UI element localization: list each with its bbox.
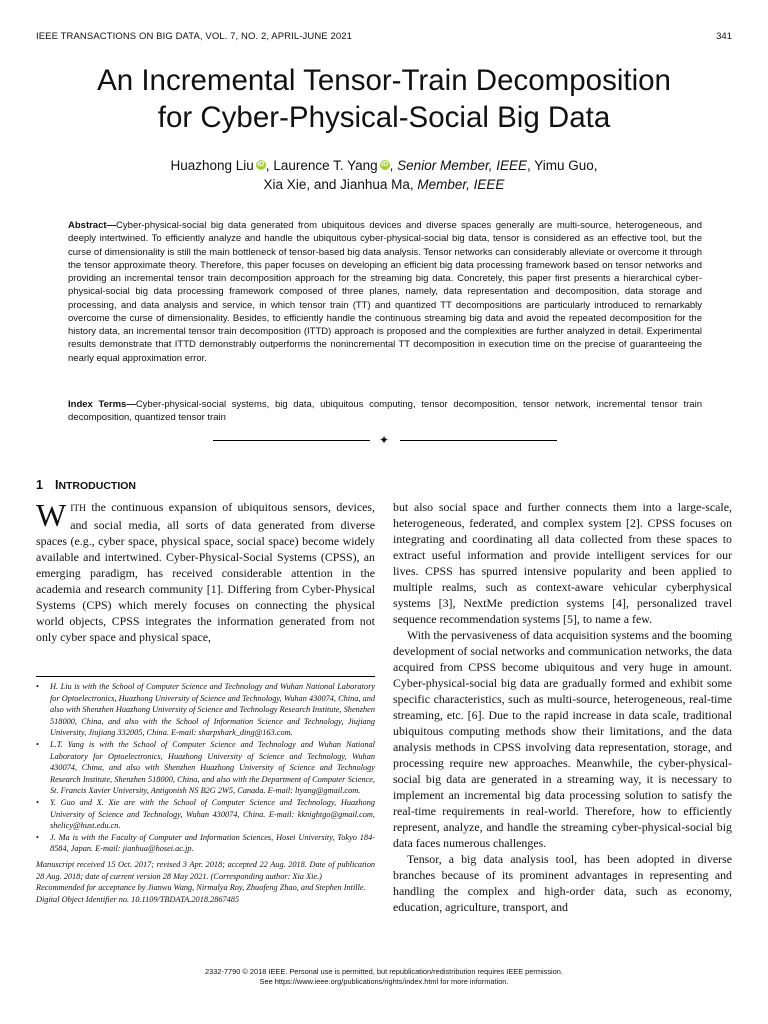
author-list (36, 156, 732, 194)
abstract-label: Abstract (68, 220, 107, 231)
right-column (393, 499, 732, 915)
section-title-rest: NTRODUCTION (58, 480, 137, 492)
affiliation-text: J. Ma is with the Faculty of Computer and Information Sciences, Hosei University, Tokyo 184-8584, Japan. E-mail: jianhua@hosei.ac.jp. (50, 832, 375, 854)
author-separator: , (389, 158, 398, 173)
author-name: Laurence T. Yang (273, 158, 378, 173)
manuscript-dates: Manuscript received 15 Oct. 2017; revised 3 Apr. 2018; accepted 22 Aug. 2018. Date of publication 28 Aug. 2018; date of current version 28 May 2021. (Corresponding author: Xia Xie.) (36, 859, 375, 881)
affiliation-list (36, 681, 375, 855)
affiliation-item (36, 832, 375, 855)
left-column (36, 499, 375, 645)
index-terms-text: Cyber-physical-social systems, big data, ubiquitous computing, tensor decomposition, tensor network, incremental tensor train decomposition, quantized tensor train (68, 399, 702, 424)
affiliation-item (36, 681, 375, 739)
divider-line (400, 440, 557, 441)
author-separator: , (265, 158, 274, 173)
affiliation-item (36, 797, 375, 832)
bullet-icon: • (36, 832, 39, 842)
bullet-icon: • (36, 682, 39, 691)
section-heading (36, 478, 136, 492)
title-line-1: An Incremental Tensor-Train Decomposition (97, 64, 671, 97)
drop-cap: W (36, 497, 67, 533)
affiliation-text: L.T. Yang is with the School of Computer Science and Technology and Wuhan National Laboratory for Optoelectronics, Huazhong University of Science and Technology, Wuhan 430074, China, and also with Shenzhen Huazhong University of Science and Technology Research Institute, Shenzhen 518000, China, and also with the Department of Computer Science, St. Francis Xavier University, Antigonish NS B2G 2W5, Canada. E-mail: ltyang@gmail.com. (50, 739, 375, 796)
copyright-line: 2332-7790 © 2018 IEEE. Personal use is permitted, but republication/redistribution requires IEEE permission. (205, 967, 563, 976)
author-membership: Senior Member, IEEE (397, 158, 527, 173)
affiliation-text: Y. Guo and X. Xie are with the School of Computer Science and Technology, Huazhong University of Science and Technology, Wuhan 430074, China. E-mail: kknightgo@gmail.com, shelicy@hust.edu.cn. (50, 797, 375, 831)
authors-line-2 (36, 175, 732, 194)
author-name: , Yimu Guo, (526, 158, 598, 173)
index-terms-dash: — (126, 399, 136, 410)
author-name: Xia Xie, and Jianhua Ma, (263, 177, 418, 192)
affiliation-item (36, 739, 375, 797)
body-paragraph: but also social space and further connects them into a large-scale, heterogeneous, federated, and complex system [2]. CPSS focuses on integrating and coordinating all data collected from these spaces to extract useful information and provide intelligent services for our lives. CPSS has spurred intensive popularity and been applied to multiple realms, such as context-aware vehicular cyberphysical systems [3], NextMe prediction systems [4], personalized travel sequence recommendation systems [5], to name a few. (393, 500, 732, 626)
journal-header: IEEE TRANSACTIONS ON BIG DATA, VOL. 7, NO. 2, APRIL-JUNE 2021 (36, 31, 352, 42)
section-number: 1 (36, 478, 43, 492)
bullet-icon: • (36, 739, 39, 749)
divider-line (213, 440, 370, 441)
title-line-2: for Cyber-Physical-Social Big Data (157, 101, 611, 134)
section-divider (213, 433, 557, 447)
orcid-icon[interactable]: iD (381, 161, 389, 168)
diamond-icon: ✦ (379, 433, 390, 447)
body-paragraph: With the pervasiveness of data acquisition systems and the booming development of social networks and communication networks, the data acquired from CPSS become ubiquitous and very huge in amount. Cyber-physical-social big data are gradually formed and exhibit some specific characteristics, such as multi-source, heterogeneous, real-time streaming, etc. [6]. Due to the rapid increase in data scale, traditional ubiquitous computing methods show their limitations, and the data analysis methods in CPSS involving data representation, storage, and processing require new approaches. Meanwhile, the cyber-physical-social big data are generated in a streaming way, it is necessary to implement an incremental big data processing solution to satisfy the real-time requirements in real-world. Therefore, how to efficiently represent, analyze, and handle the streaming cyber-physical-social big data faces numerous challenges. (393, 628, 732, 850)
author-name: Huazhong Liu (170, 158, 254, 173)
paragraph-text: the continuous expansion of ubiquitous sensors, devices, and social media, all sorts of data generated from diverse spaces (e.g., cyber space, physical space, social space) become widely available and intertwined. Cyber-Physical-Social Systems (CPSS), an emerging paradigm, has received considerable attention in the academia and research community [1]. Differing from Cyber-Physical Systems (CPS) which merely focuses on connecting the physical world objects, CPSS integrates the information generated from not only cyber space and physical space, (36, 500, 375, 644)
orcid-icon[interactable]: iD (257, 161, 265, 168)
running-head (36, 31, 732, 45)
page-number: 341 (716, 31, 732, 42)
author-membership: Member, IEEE (417, 177, 505, 192)
section-title-initial: I (54, 478, 59, 492)
body-paragraph (36, 499, 375, 645)
paper-title (36, 62, 732, 136)
index-terms-label: Index Terms (68, 399, 127, 410)
abstract-dash: — (106, 220, 117, 231)
bullet-icon: • (36, 797, 39, 807)
doi[interactable]: Digital Object Identifier no. 10.1109/TBDATA.2018.2867485 (36, 894, 240, 904)
index-terms (68, 398, 702, 425)
body-paragraph: Tensor, a big data analysis tool, has been adopted in diverse branches because of its prominent advantages in representing and handling the complex and high-order data, such as economy, education, agriculture, transport, and (393, 852, 732, 914)
recommended-by: Recommended for acceptance by Jianwu Wang, Nirmalya Roy, Zhuofeng Zhao, and Stephen Intille. (36, 883, 366, 893)
copyright-notice (36, 967, 732, 987)
copyright-link-line[interactable]: See https://www.ieee.org/publications/rights/index.html for more information. (259, 977, 509, 986)
abstract-text: Cyber-physical-social big data generated from ubiquitous devices and diverse spaces generally are multi-source, heterogeneous, and deeply intertwined. To efficiently analyze and handle the ubiquitous cyber-physical-social big data, tensor is considered as an effective tool, but the curse of dimensionality is still the main bottleneck of tensor-based big data analysis. Tensor networks can considerably alleviate or overcome it through the tensor approximate theory. Therefore, this paper focuses on developing an efficient big data processing framework based on tensor networks and providing an incremental tensor train decomposition approach for the streaming big data. Concretely, this paper first presents a hierarchical cyber-physical-social big data processing framework composed of three planes, namely, data representation and decomposition, data storage and processing, and data analysis and service, in which tensor train (TT) and quantized TT decompositions are particularly introduced to remarkably overcome the curse of dimensionality. Besides, to efficiently handle the continuous streaming big data and avoid the repeated decomposition for the history data, an incremental tensor train decomposition (ITTD) approach is proposed and the complexities are further analyzed in detail. Experimental results demonstrate that ITTD demonstrably outperforms the nonincremental TT decomposition in execution time on the precise of guaranteeing the nearly equal approximation error. (68, 220, 702, 364)
affiliation-text: H. Liu is with the School of Computer Science and Technology and Wuhan National Laboratory for Optoelectronics, Huazhong University of Science and Technology, Wuhan 430074, China, and also with Shenzhen Huazhong University of Science and Technology Research Institute, Shenzhen 518000, China, and also with the School of Information Science and Technology, Jiujiang University, Jiujiang 332005, China. E-mail: sharpshark_ding@163.com. (50, 682, 375, 738)
lead-smallcaps: ITH (70, 504, 87, 514)
authors-line-1 (36, 156, 732, 175)
abstract (68, 219, 702, 365)
footnotes (36, 676, 375, 905)
